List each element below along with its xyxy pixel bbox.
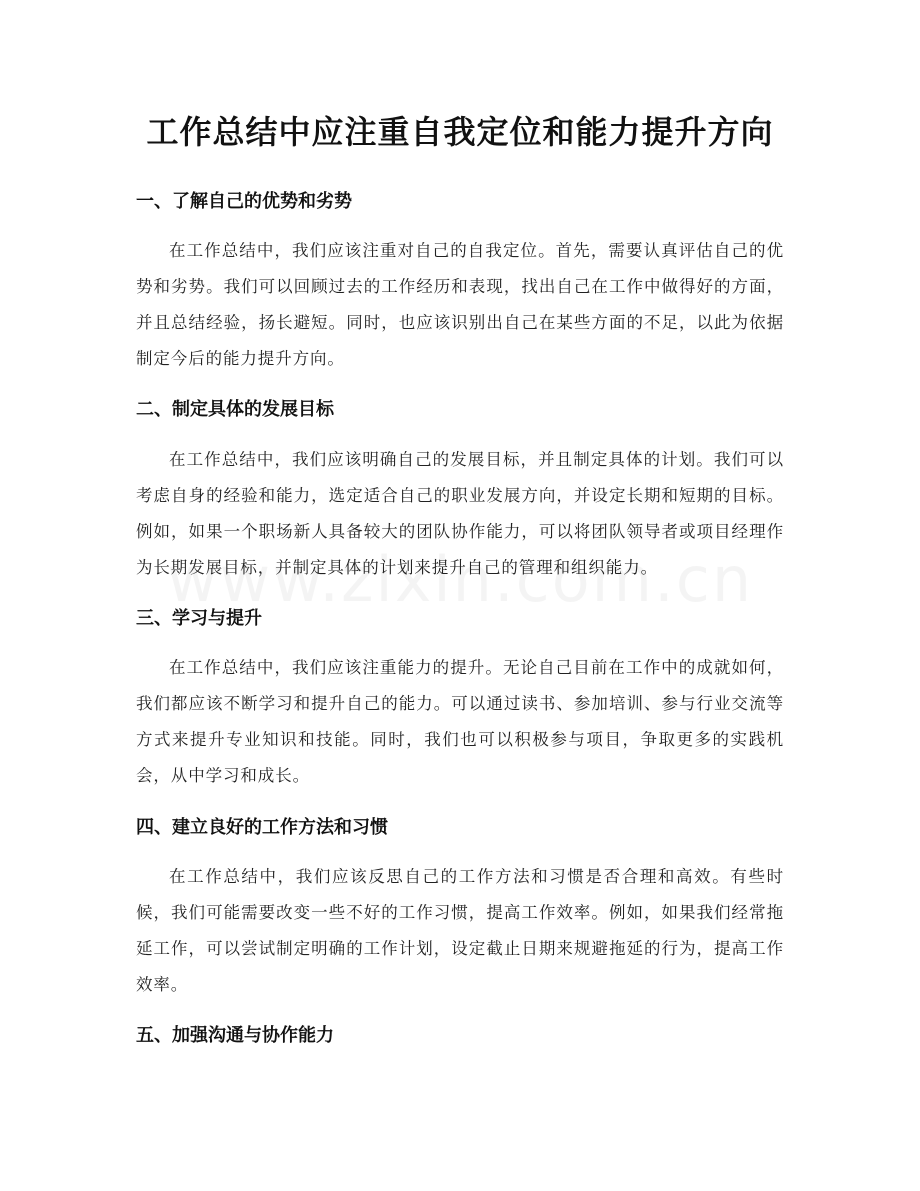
section-paragraph-3: 在工作总结中，我们应该注重能力的提升。无论自己目前在工作中的成就如何，我们都应该不断学习和提升自己的能力。可以通过读书、参加培训、参与行业交流等方式来提升专业知识和技能。同时，我们也可以积极参与项目，争取更多的实践机会，从中学习和成长。 [136, 658, 784, 785]
section-paragraph-4: 在工作总结中，我们应该反思自己的工作方法和习惯是否合理和高效。有些时候，我们可能需要改变一些不好的工作习惯，提高工作效率。例如，如果我们经常拖延工作，可以尝试制定明确的工作计划，设定截止日期来规避拖延的行为，提高工作效率。 [136, 867, 784, 994]
section-paragraph-1: 在工作总结中，我们应该注重对自己的自我定位。首先，需要认真评估自己的优势和劣势。我们可以回顾过去的工作经历和表现，找出自己在工作中做得好的方面，并且总结经验，扬长避短。同时，也应该识别出自己在某些方面的不足，以此为依据制定今后的能力提升方向。 [136, 241, 784, 368]
section-heading-4: 四、建立良好的工作方法和习惯 [136, 817, 388, 838]
page-title: 工作总结中应注重自我定位和能力提升方向 [146, 113, 774, 151]
section-heading-2: 二、制定具体的发展目标 [136, 399, 334, 420]
section-heading-3: 三、学习与提升 [136, 608, 262, 629]
section-paragraph-2: 在工作总结中，我们应该明确自己的发展目标，并且制定具体的计划。我们可以考虑自身的经验和能力，选定适合自己的职业发展方向，并设定长期和短期的目标。例如，如果一个职场新人具备较大的团队协作能力，可以将团队领导者或项目经理作为长期发展目标，并制定具体的计划来提升自己的管理和组织能力。 [136, 450, 784, 577]
section-heading-1: 一、了解自己的优势和劣势 [136, 191, 352, 212]
section-heading-5: 五、加强沟通与协作能力 [136, 1025, 334, 1046]
